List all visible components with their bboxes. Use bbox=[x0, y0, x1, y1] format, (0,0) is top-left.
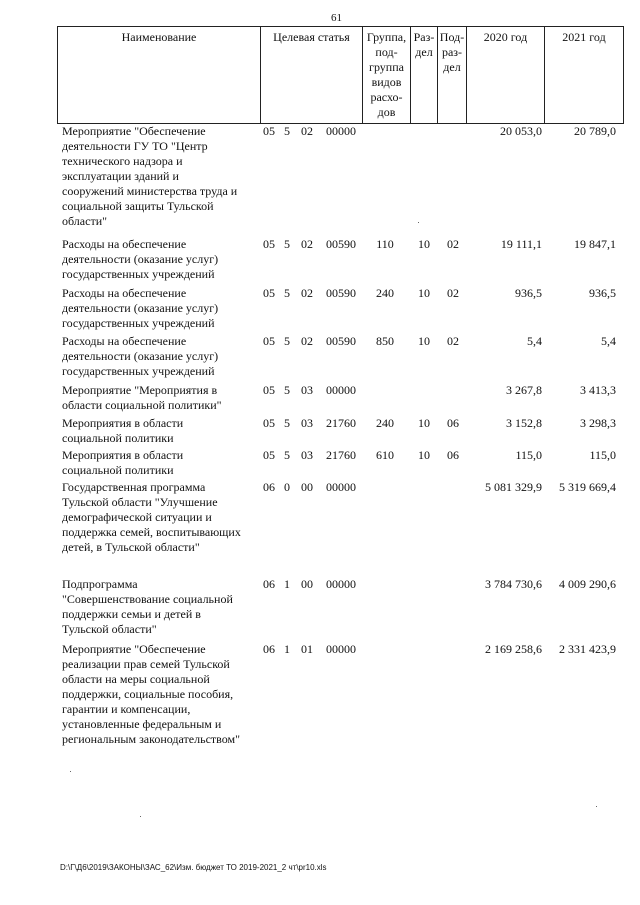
row-event-code: 00 bbox=[301, 480, 313, 494]
scan-speck bbox=[70, 771, 71, 772]
row-name: Расходы на обеспечение деятельности (оказание услуг) государственных учреждений bbox=[62, 334, 219, 378]
row-event-code: 01 bbox=[301, 642, 313, 656]
row-direction-code: 21760 bbox=[326, 416, 356, 430]
row-direction-code: 00000 bbox=[326, 577, 356, 591]
row-section: 10 bbox=[418, 416, 430, 430]
row-event-code: 02 bbox=[301, 237, 313, 251]
row-value-2021: 5,4 bbox=[601, 334, 616, 348]
row-direction-code: 00000 bbox=[326, 124, 356, 138]
row-value-2021: 19 847,1 bbox=[574, 237, 616, 251]
row-value-2020: 2 169 258,6 bbox=[485, 642, 542, 656]
scan-speck bbox=[596, 806, 597, 807]
row-subsection: 02 bbox=[447, 334, 459, 348]
row-subsection: 02 bbox=[447, 286, 459, 300]
row-name: Мероприятия в области социальной политики bbox=[62, 448, 184, 477]
row-value-2021: 2 331 423,9 bbox=[559, 642, 616, 656]
row-value-2021: 3 298,3 bbox=[580, 416, 616, 430]
row-value-2020: 3 152,8 bbox=[506, 416, 542, 430]
header-2020: 2020 год bbox=[483, 30, 528, 44]
row-subprogram-code: 5 bbox=[284, 124, 290, 138]
row-value-2020: 5 081 329,9 bbox=[485, 480, 542, 494]
row-direction-code: 00590 bbox=[326, 286, 356, 300]
row-name: Мероприятие "Обеспечение реализации прав семей Тульской области на меры социальной поддержки, социальные пособия, гарантии и компенсации, установленные федеральным и региональным законодательством" bbox=[62, 642, 240, 746]
row-program-code: 06 bbox=[263, 480, 275, 494]
row-program-code: 05 bbox=[263, 124, 275, 138]
row-subsection: 02 bbox=[447, 237, 459, 251]
row-event-code: 02 bbox=[301, 124, 313, 138]
row-direction-code: 00590 bbox=[326, 334, 356, 348]
row-direction-code: 00000 bbox=[326, 480, 356, 494]
row-value-2020: 19 111,1 bbox=[500, 237, 542, 251]
row-name: Расходы на обеспечение деятельности (оказание услуг) государственных учреждений bbox=[62, 237, 219, 281]
row-subprogram-code: 1 bbox=[284, 577, 290, 591]
row-value-2021: 3 413,3 bbox=[580, 383, 616, 397]
row-value-2021: 4 009 290,6 bbox=[559, 577, 616, 591]
row-subprogram-code: 5 bbox=[284, 448, 290, 462]
row-value-2020: 3 784 730,6 bbox=[485, 577, 542, 591]
row-direction-code: 00590 bbox=[326, 237, 356, 251]
row-section: 10 bbox=[418, 237, 430, 251]
row-event-code: 00 bbox=[301, 577, 313, 591]
row-event-code: 03 bbox=[301, 383, 313, 397]
row-value-2021: 936,5 bbox=[589, 286, 616, 300]
row-program-code: 05 bbox=[263, 383, 275, 397]
page-number: 61 bbox=[331, 12, 342, 24]
row-event-code: 03 bbox=[301, 448, 313, 462]
row-subprogram-code: 5 bbox=[284, 286, 290, 300]
row-section: 10 bbox=[418, 334, 430, 348]
row-value-2021: 115,0 bbox=[589, 448, 616, 462]
row-program-code: 05 bbox=[263, 448, 275, 462]
row-subprogram-code: 5 bbox=[284, 416, 290, 430]
row-event-code: 02 bbox=[301, 286, 313, 300]
header-section: Раз- дел bbox=[413, 30, 435, 59]
row-value-2020: 5,4 bbox=[527, 334, 542, 348]
row-name: Расходы на обеспечение деятельности (оказание услуг) государственных учреждений bbox=[62, 286, 219, 330]
row-subsection: 06 bbox=[447, 448, 459, 462]
row-value-2021: 20 789,0 bbox=[574, 124, 616, 138]
row-program-code: 05 bbox=[263, 416, 275, 430]
row-name: Мероприятия в области социальной политики bbox=[62, 416, 184, 445]
header-subsection: Под- раз- дел bbox=[439, 30, 465, 74]
row-expense-group: 850 bbox=[376, 334, 394, 348]
header-name: Наименование bbox=[121, 30, 197, 44]
row-section: 10 bbox=[418, 448, 430, 462]
row-program-code: 05 bbox=[263, 237, 275, 251]
row-subsection: 06 bbox=[447, 416, 459, 430]
row-program-code: 05 bbox=[263, 286, 275, 300]
row-program-code: 05 bbox=[263, 334, 275, 348]
row-name: Подпрограмма "Совершенствование социальной поддержки семьи и детей в Тульской области" bbox=[62, 577, 233, 636]
row-program-code: 06 bbox=[263, 642, 275, 656]
row-program-code: 06 bbox=[263, 577, 275, 591]
row-direction-code: 00000 bbox=[326, 642, 356, 656]
row-expense-group: 610 bbox=[376, 448, 394, 462]
row-subprogram-code: 5 bbox=[284, 237, 290, 251]
row-subprogram-code: 0 bbox=[284, 480, 290, 494]
row-subprogram-code: 1 bbox=[284, 642, 290, 656]
row-name: Государственная программа Тульской области "Улучшение демографической ситуации и поддержка семей, воспитывающих детей, в Тульской области" bbox=[62, 480, 241, 554]
row-value-2020: 115,0 bbox=[515, 448, 542, 462]
row-value-2020: 936,5 bbox=[515, 286, 542, 300]
row-name: Мероприятие "Обеспечение деятельности ГУ ТО "Центр технического надзора и эксплуатации зданий и сооружений министерства труда и социальной защиты Тульской области" bbox=[62, 124, 238, 228]
file-path-footer: D:\Г\Д6\2019\ЗАКОНЫ\ЗАС_62\Изм. бюджет ТО 2019-2021_2 чт\pr10.xls bbox=[60, 863, 327, 872]
header-target: Целевая статья bbox=[273, 30, 350, 44]
row-event-code: 02 bbox=[301, 334, 313, 348]
row-name: Мероприятие "Мероприятия в области социальной политики" bbox=[62, 383, 222, 412]
row-direction-code: 00000 bbox=[326, 383, 356, 397]
row-value-2020: 20 053,0 bbox=[500, 124, 542, 138]
header-2021: 2021 год bbox=[562, 30, 606, 44]
row-subprogram-code: 5 bbox=[284, 383, 290, 397]
row-direction-code: 21760 bbox=[326, 448, 356, 462]
row-expense-group: 110 bbox=[376, 237, 394, 251]
row-section: 10 bbox=[418, 286, 430, 300]
row-subprogram-code: 5 bbox=[284, 334, 290, 348]
row-event-code: 03 bbox=[301, 416, 313, 430]
row-value-2020: 3 267,8 bbox=[506, 383, 542, 397]
scan-speck bbox=[418, 222, 419, 223]
row-value-2021: 5 319 669,4 bbox=[559, 480, 616, 494]
row-expense-group: 240 bbox=[376, 416, 394, 430]
row-expense-group: 240 bbox=[376, 286, 394, 300]
scan-speck bbox=[140, 816, 141, 817]
header-group: Группа, под- группа видов расхо- дов bbox=[366, 30, 407, 119]
